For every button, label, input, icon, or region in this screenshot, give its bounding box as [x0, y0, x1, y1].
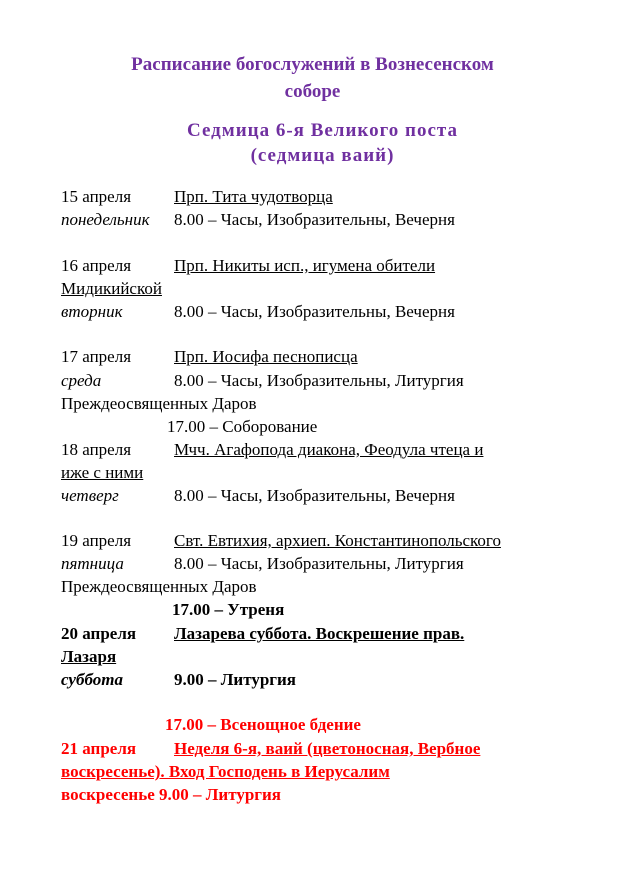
day-2-weekday: вторник — [61, 302, 123, 321]
day-5-date: 19 апреля — [61, 531, 132, 550]
day-2-date: 16 апреля — [61, 256, 132, 275]
day-1-heading — [61, 186, 333, 208]
day-3-service-cont: Преждеосвященных Даров — [61, 394, 257, 413]
day-3-extra-service — [167, 416, 317, 438]
day-5-services — [61, 553, 464, 575]
day-1-service: 8.00 – Часы, Изобразительны, Вечерня — [174, 210, 455, 229]
day-4-services — [61, 485, 455, 507]
day-3-date: 17 апреля — [61, 347, 132, 366]
day-1-services — [61, 209, 455, 231]
day-7-service: 9.00 – Литургия — [159, 785, 282, 804]
day-4-date-and-feast — [61, 440, 483, 459]
week-subtitle-line2: (седмица ваий) — [250, 145, 395, 166]
day-1-feast: Прп. Тита чудотворца — [174, 187, 333, 206]
day-5-feast: Свт. Евтихия, архиеп. Константинопольского — [174, 531, 501, 550]
day-7-heading-cont — [61, 761, 390, 783]
day-5-services-cont — [61, 576, 257, 598]
day-3-date-and-feast — [61, 347, 358, 366]
day-2-date-and-feast — [61, 256, 435, 275]
day-3-weekday: среда — [61, 371, 102, 390]
day-7-date-and-feast — [61, 739, 480, 758]
day-3-feast: Прп. Иосифа песнописца — [174, 347, 358, 366]
day-6-date-and-feast — [61, 624, 464, 643]
day-7-weekday: воскресенье — [61, 785, 155, 804]
day-2-heading-cont — [61, 278, 162, 300]
day-3-extra: 17.00 – Соборование — [167, 417, 318, 436]
day-4-weekday: четверг — [61, 486, 119, 505]
day-7-feast: Неделя 6-я, ваий (цветоносная, Вербное — [174, 739, 481, 758]
page-title-line2: соборе — [284, 81, 341, 102]
day-2-feast-cont: Мидикийской — [61, 279, 162, 298]
day-6-feast-cont: Лазаря — [61, 647, 117, 666]
day-5-extra: 17.00 – Утреня — [172, 600, 285, 619]
day-5-date-and-feast — [61, 531, 501, 550]
day-5-service-cont: Преждеосвященных Даров — [61, 577, 257, 596]
day-6-extra: 17.00 – Всенощное бдение — [165, 715, 361, 734]
day-1-date: 15 апреля — [61, 187, 132, 206]
day-6-heading-cont — [61, 646, 116, 668]
day-2-heading — [61, 255, 435, 277]
day-3-services-cont — [61, 393, 257, 415]
day-5-service: 8.00 – Часы, Изобразительны, Литургия — [174, 554, 464, 573]
day-6-date: 20 апреля — [61, 624, 137, 643]
day-7-heading — [61, 738, 480, 760]
day-4-heading — [61, 439, 483, 461]
day-1-weekday: понедельник — [61, 210, 150, 229]
day-4-service: 8.00 – Часы, Изобразительны, Вечерня — [174, 486, 455, 505]
day-6-service: 9.00 – Литургия — [174, 670, 297, 689]
day-7-services — [61, 784, 281, 806]
day-2-feast: Прп. Никиты исп., игумена обители — [174, 256, 436, 275]
day-5-extra-service — [172, 599, 284, 621]
day-5-heading — [61, 530, 501, 552]
day-7-date: 21 апреля — [61, 739, 137, 758]
week-subtitle-line1: Седмица 6-я Великого поста — [187, 120, 458, 141]
page-title-line1: Расписание богослужений в Вознесенском — [131, 54, 494, 75]
day-3-services — [61, 370, 464, 392]
day-6-weekday: суббота — [61, 670, 123, 689]
day-7-feast-cont: воскресенье). Вход Господень в Иерусалим — [61, 762, 390, 781]
day-6-services — [61, 669, 296, 691]
day-6-heading — [61, 623, 464, 645]
day-1-date-and-feast — [61, 187, 333, 206]
day-5-weekday: пятница — [61, 554, 124, 573]
day-4-date: 18 апреля — [61, 440, 132, 459]
day-2-services — [61, 301, 455, 323]
day-3-heading — [61, 346, 358, 368]
day-6-feast: Лазарева суббота. Воскрешение прав. — [174, 624, 465, 643]
day-4-feast-cont: иже с ними — [61, 463, 144, 482]
day-6-extra-service — [165, 714, 361, 736]
day-4-feast: Мчч. Агафопода диакона, Феодула чтеца и — [174, 440, 484, 459]
day-4-heading-cont — [61, 462, 143, 484]
day-2-service: 8.00 – Часы, Изобразительны, Вечерня — [174, 302, 455, 321]
day-3-service: 8.00 – Часы, Изобразительны, Литургия — [174, 371, 464, 390]
